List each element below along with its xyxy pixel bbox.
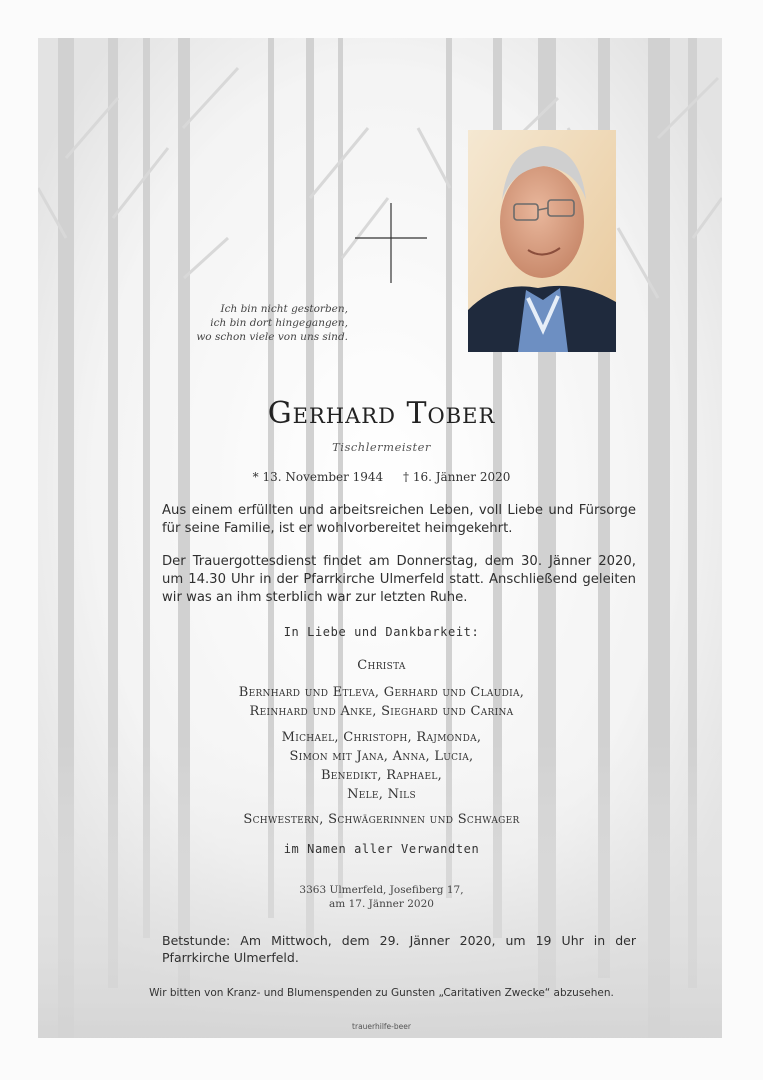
mourners-group-grandchildren	[0, 728, 763, 804]
publisher-footer: trauerhilfe-beer	[352, 1022, 411, 1031]
quote-line: Ich bin nicht gestorben,	[220, 303, 348, 315]
quote-line: ich bin dort hingegangen,	[210, 317, 348, 329]
portrait-photo	[468, 130, 616, 352]
life-summary-paragraph: Aus einem erfüllten und arbeitsreichen Leben, voll Liebe und Fürsorge für seine Familie, ist er wohlvorbereitet heimgekehrt.	[162, 503, 636, 536]
mourners-group-siblings	[0, 810, 763, 829]
date-line: am 17. Jänner 2020	[329, 898, 434, 910]
place-and-date	[0, 883, 763, 911]
mourners-closing: im Namen aller Verwandten	[283, 842, 480, 856]
deceased-name: Gerhard Tober	[267, 396, 496, 431]
address-line: 3363 Ulmerfeld, Josefiberg 17,	[299, 884, 464, 896]
deceased-profession: Tischlermeister	[332, 440, 431, 454]
mourner-line: Reinhard und Anke, Sieghard und Carina	[249, 704, 514, 719]
mourner-line: Nele, Nils	[347, 787, 416, 802]
mourner-line: Benedikt, Raphael,	[320, 768, 443, 783]
life-dates	[0, 470, 763, 484]
death-date: † 16. Jänner 2020	[403, 470, 511, 484]
cross-icon	[355, 203, 427, 283]
prayer-hour-paragraph: Betstunde: Am Mittwoch, dem 29. Jänner 2020, um 19 Uhr in der Pfarrkirche Ulmerfeld.	[162, 933, 636, 965]
funeral-service-paragraph: Der Trauergottesdienst findet am Donnerstag, dem 30. Jänner 2020, um 14.30 Uhr in der Pfarrkirche Ulmerfeld statt. Anschließend geleiten wir was an ihm sterblich war zur letzten Ruhe.	[162, 554, 636, 605]
mourners-intro: In Liebe und Dankbarkeit:	[283, 625, 480, 639]
mourners-group-children	[0, 683, 763, 721]
birth-date: * 13. November 1944	[252, 470, 384, 484]
quote-line: wo schon viele von uns sind.	[196, 331, 348, 343]
mourner-line: Schwestern, Schwägerinnen und Schwager	[243, 812, 520, 827]
mourner-line: Bernhard und Etleva, Gerhard und Claudia,	[238, 685, 525, 700]
mourner-line: Michael, Christoph, Rajmonda,	[281, 730, 482, 745]
mourner-line: Simon mit Jana, Anna, Lucia,	[289, 749, 474, 764]
memorial-quote	[128, 302, 348, 344]
mourners-group-spouse	[0, 656, 763, 675]
donation-note: Wir bitten von Kranz- und Blumenspenden zu Gunsten „Caritativen Zwecke“ abzusehen.	[149, 987, 614, 999]
mourner-line: Christa	[357, 658, 406, 673]
